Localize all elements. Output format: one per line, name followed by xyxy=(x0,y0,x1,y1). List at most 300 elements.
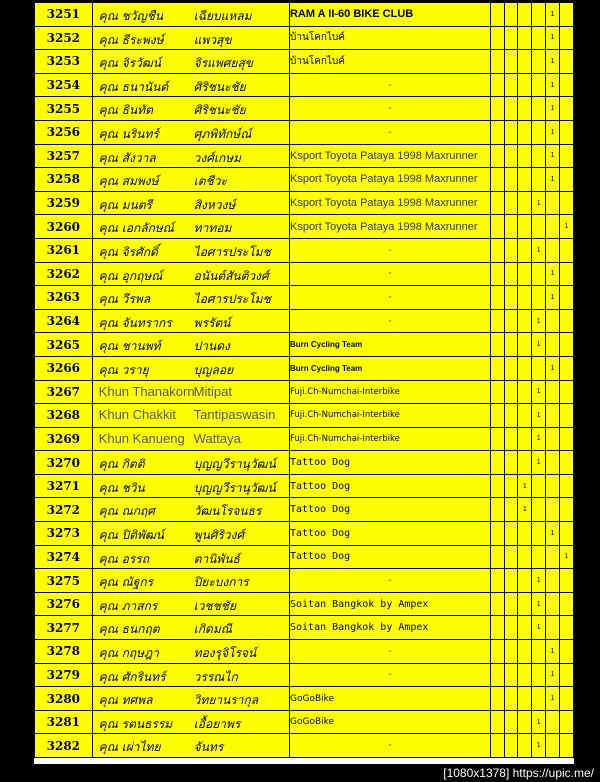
rider-surname: วัฒนโรจนธร xyxy=(193,504,262,519)
category-cell xyxy=(490,710,504,734)
rider-surname: Wattaya xyxy=(193,430,241,446)
rider-first-name: คุณ ชวัญชืน xyxy=(98,9,164,23)
rider-number: 3254 xyxy=(35,73,93,97)
category-cell xyxy=(532,97,546,121)
category-cell xyxy=(518,427,532,451)
registration-table-body xyxy=(35,3,574,758)
category-cell xyxy=(546,592,560,616)
category-cell xyxy=(504,498,518,522)
category-cell xyxy=(490,120,504,144)
team-name: GoGoBike xyxy=(289,687,490,711)
category-cell xyxy=(490,380,504,404)
category-cell: 1 xyxy=(532,592,546,616)
category-cell xyxy=(532,168,546,192)
table-row xyxy=(35,734,574,758)
category-cell xyxy=(560,404,574,428)
team-name: Ksport Toyota Pataya 1998 Maxrunner xyxy=(289,191,490,215)
category-cell xyxy=(532,26,546,50)
table-row xyxy=(35,687,574,711)
category-cell xyxy=(532,356,546,380)
category-cell xyxy=(532,120,546,144)
rider-number: 3264 xyxy=(35,309,93,333)
category-cell xyxy=(504,522,518,546)
category-cell xyxy=(518,120,532,144)
rider-name-cell xyxy=(92,640,289,664)
category-cell: 1 xyxy=(546,356,560,380)
category-cell xyxy=(504,97,518,121)
rider-first-name: คุณ วีรพล xyxy=(98,292,151,307)
category-cell xyxy=(490,569,504,593)
table-row xyxy=(35,451,574,475)
category-cell xyxy=(490,522,504,546)
category-cell xyxy=(560,427,574,451)
rider-number: 3257 xyxy=(35,144,93,168)
team-name: - xyxy=(289,640,490,664)
table-row xyxy=(35,710,574,734)
category-cell xyxy=(504,569,518,593)
team-name: Ksport Toyota Pataya 1998 Maxrunner xyxy=(289,215,490,239)
category-cell xyxy=(546,333,560,357)
rider-first-name: คุณ ชานพท์ xyxy=(98,339,161,354)
rider-first-name: คุณ กิตติ xyxy=(98,457,145,472)
rider-number: 3261 xyxy=(35,238,93,262)
category-cell xyxy=(490,26,504,50)
rider-first-name: คุณ ธนกฤต xyxy=(98,622,160,637)
category-cell xyxy=(518,569,532,593)
category-cell xyxy=(518,144,532,168)
rider-number: 3270 xyxy=(35,451,93,475)
category-cell xyxy=(560,522,574,546)
table-row xyxy=(35,545,574,569)
category-cell xyxy=(546,545,560,569)
table-row xyxy=(35,309,574,333)
rider-surname: เตชีวะ xyxy=(193,174,227,189)
category-cell xyxy=(504,215,518,239)
category-cell xyxy=(490,427,504,451)
rider-number: 3269 xyxy=(35,427,93,451)
table-row xyxy=(35,333,574,357)
team-name: Burn Cycling Team xyxy=(289,356,490,380)
team-name: Ksport Toyota Pataya 1998 Maxrunner xyxy=(289,144,490,168)
rider-surname: ทาทอม xyxy=(193,221,232,236)
team-name: Tattoo Dog xyxy=(289,522,490,546)
category-cell xyxy=(560,120,574,144)
category-cell xyxy=(504,734,518,758)
rider-surname: วงศ์เกษม xyxy=(193,150,242,165)
category-cell xyxy=(504,191,518,215)
category-cell xyxy=(518,522,532,546)
category-cell xyxy=(504,616,518,640)
category-cell xyxy=(560,663,574,687)
rider-surname: จันทร xyxy=(193,740,224,755)
table-row xyxy=(35,286,574,310)
category-cell xyxy=(490,404,504,428)
rider-first-name: คุณ วรายุ xyxy=(98,362,149,377)
team-name: Soitan Bangkok by Ampex xyxy=(289,616,490,640)
category-cell xyxy=(546,498,560,522)
category-cell xyxy=(518,97,532,121)
category-cell xyxy=(504,404,518,428)
team-name: - xyxy=(289,262,490,286)
category-cell xyxy=(560,144,574,168)
category-cell: 1 xyxy=(532,616,546,640)
category-cell xyxy=(518,309,532,333)
team-name: Soitan Bangkok by Ampex xyxy=(289,592,490,616)
category-cell xyxy=(518,262,532,286)
rider-name-cell xyxy=(92,262,289,286)
category-cell xyxy=(532,144,546,168)
rider-number: 3251 xyxy=(35,3,93,27)
category-cell: 1 xyxy=(532,380,546,404)
category-cell xyxy=(560,474,574,498)
category-cell: 1 xyxy=(546,640,560,664)
rider-first-name: คุณ จิรศักดิ์ xyxy=(98,244,158,259)
category-cell xyxy=(532,498,546,522)
rider-number: 3263 xyxy=(35,286,93,310)
category-cell xyxy=(560,286,574,310)
category-cell xyxy=(490,451,504,475)
rider-first-name: คุณ ชวิน xyxy=(98,480,145,495)
category-cell xyxy=(490,498,504,522)
category-cell xyxy=(532,286,546,310)
rider-name-cell xyxy=(92,616,289,640)
rider-first-name: คุณ ธนานันต์ xyxy=(98,79,169,94)
team-name: Burn Cycling Team xyxy=(289,333,490,357)
category-cell xyxy=(546,380,560,404)
rider-name-cell xyxy=(92,687,289,711)
rider-number: 3275 xyxy=(35,569,93,593)
category-cell: 1 xyxy=(518,498,532,522)
rider-name-cell xyxy=(92,404,289,428)
category-cell xyxy=(504,427,518,451)
rider-name-cell xyxy=(92,380,289,404)
table-row xyxy=(35,592,574,616)
category-cell: 1 xyxy=(546,26,560,50)
rider-surname: เกิดมณี xyxy=(193,622,232,637)
rider-number: 3280 xyxy=(35,687,93,711)
category-cell xyxy=(490,215,504,239)
category-cell xyxy=(560,687,574,711)
category-cell xyxy=(504,663,518,687)
table-row xyxy=(35,404,574,428)
rider-surname: เอื้อยาพร xyxy=(193,716,241,731)
category-cell: 1 xyxy=(546,262,560,286)
category-cell xyxy=(518,687,532,711)
rider-first-name: คุณ อรรถ xyxy=(98,551,150,566)
category-cell xyxy=(490,309,504,333)
rider-first-name: คุณ อุกฤษณ์ xyxy=(98,268,163,283)
category-cell xyxy=(504,238,518,262)
rider-number: 3256 xyxy=(35,120,93,144)
rider-number: 3274 xyxy=(35,545,93,569)
rider-surname: บุญญวีรานุวัฒน์ xyxy=(193,480,276,495)
category-cell xyxy=(532,640,546,664)
category-cell xyxy=(504,50,518,74)
category-cell xyxy=(532,3,546,27)
category-cell xyxy=(490,616,504,640)
rider-first-name: Khun Chakkit xyxy=(98,407,176,423)
category-cell: 1 xyxy=(532,710,546,734)
category-cell: 1 xyxy=(532,427,546,451)
rider-first-name: คุณ ณัฐกร xyxy=(98,575,154,590)
rider-name-cell xyxy=(92,427,289,451)
team-name: - xyxy=(289,120,490,144)
table-row xyxy=(35,191,574,215)
team-name: Fuji.Ch-Numchai-Interbike xyxy=(289,380,490,404)
rider-surname: Mitipat xyxy=(193,383,232,399)
rider-name-cell xyxy=(92,498,289,522)
category-cell xyxy=(504,687,518,711)
rider-name-cell xyxy=(92,191,289,215)
rider-name-cell xyxy=(92,522,289,546)
rider-first-name: คุณ ปิติพัฒน์ xyxy=(98,528,165,543)
rider-first-name: คุณ ธีระพงษ์ xyxy=(98,32,164,47)
rider-name-cell xyxy=(92,97,289,121)
category-cell xyxy=(504,262,518,286)
table-row xyxy=(35,3,574,27)
table-row xyxy=(35,215,574,239)
rider-name-cell xyxy=(92,710,289,734)
category-cell xyxy=(504,3,518,27)
category-cell: 1 xyxy=(560,545,574,569)
rider-number: 3260 xyxy=(35,215,93,239)
category-cell: 1 xyxy=(546,168,560,192)
table-row xyxy=(35,569,574,593)
category-cell xyxy=(560,616,574,640)
rider-surname: วิทยานรากุล xyxy=(193,693,259,708)
category-cell xyxy=(490,73,504,97)
category-cell: 1 xyxy=(532,309,546,333)
category-cell xyxy=(518,333,532,357)
category-cell xyxy=(490,168,504,192)
rider-name-cell xyxy=(92,168,289,192)
category-cell xyxy=(518,73,532,97)
team-name: Fuji.Ch-Numchai-Interbike xyxy=(289,427,490,451)
category-cell xyxy=(532,663,546,687)
table-row xyxy=(35,356,574,380)
category-cell xyxy=(532,522,546,546)
category-cell xyxy=(490,356,504,380)
table-row xyxy=(35,663,574,687)
table-row xyxy=(35,262,574,286)
category-cell xyxy=(532,262,546,286)
rider-first-name: คุณ กฤษฎา xyxy=(98,646,159,661)
rider-name-cell xyxy=(92,309,289,333)
table-row xyxy=(35,616,574,640)
category-cell xyxy=(490,191,504,215)
category-cell xyxy=(504,168,518,192)
rider-number: 3273 xyxy=(35,522,93,546)
table-row xyxy=(35,120,574,144)
rider-name-cell xyxy=(92,592,289,616)
registration-table xyxy=(34,2,574,758)
team-name: บ้านโคกไบค์ xyxy=(289,50,490,74)
table-row xyxy=(35,168,574,192)
rider-first-name: คุณ ภาสกร xyxy=(98,598,158,613)
category-cell xyxy=(546,404,560,428)
category-cell xyxy=(532,50,546,74)
category-cell xyxy=(504,451,518,475)
category-cell xyxy=(504,26,518,50)
rider-surname: ตานิพันธ์ xyxy=(193,551,240,566)
category-cell xyxy=(532,73,546,97)
category-cell xyxy=(504,144,518,168)
category-cell xyxy=(560,73,574,97)
category-cell xyxy=(490,640,504,664)
rider-first-name: คุณ สังวาล xyxy=(98,150,156,165)
category-cell: 1 xyxy=(546,3,560,27)
rider-number: 3252 xyxy=(35,26,93,50)
team-name: - xyxy=(289,97,490,121)
category-cell: 1 xyxy=(518,474,532,498)
category-cell xyxy=(518,191,532,215)
rider-name-cell xyxy=(92,356,289,380)
category-cell xyxy=(504,120,518,144)
rider-surname: ปิยะบงการ xyxy=(193,575,249,590)
category-cell xyxy=(560,380,574,404)
category-cell: 1 xyxy=(546,73,560,97)
rider-name-cell xyxy=(92,333,289,357)
table-row xyxy=(35,144,574,168)
category-cell xyxy=(518,404,532,428)
rider-surname: แพวสุข xyxy=(193,32,232,47)
category-cell xyxy=(532,215,546,239)
category-cell: 1 xyxy=(532,191,546,215)
category-cell xyxy=(518,215,532,239)
category-cell xyxy=(518,356,532,380)
category-cell xyxy=(518,710,532,734)
rider-number: 3279 xyxy=(35,663,93,687)
category-cell xyxy=(504,333,518,357)
category-cell xyxy=(518,640,532,664)
category-cell xyxy=(560,356,574,380)
rider-name-cell xyxy=(92,451,289,475)
category-cell xyxy=(490,663,504,687)
rider-number: 3272 xyxy=(35,498,93,522)
category-cell: 1 xyxy=(546,97,560,121)
team-name: Fuji.Ch-Numchai-Interbike xyxy=(289,404,490,428)
category-cell xyxy=(546,191,560,215)
category-cell xyxy=(560,734,574,758)
rider-name-cell xyxy=(92,73,289,97)
rider-name-cell xyxy=(92,144,289,168)
rider-name-cell xyxy=(92,50,289,74)
rider-first-name: คุณ เผ่าไทย xyxy=(98,740,161,755)
rider-name-cell xyxy=(92,569,289,593)
category-cell xyxy=(518,168,532,192)
category-cell xyxy=(518,663,532,687)
rider-surname: ศิริชนะชัย xyxy=(193,79,246,94)
category-cell: 1 xyxy=(546,522,560,546)
rider-surname: ศุภพิทักษ์ณ์ xyxy=(193,126,252,141)
rider-first-name: Khun Thanakorn xyxy=(98,383,195,399)
category-cell xyxy=(560,168,574,192)
table-row xyxy=(35,640,574,664)
team-name: Tattoo Dog xyxy=(289,451,490,475)
rider-surname: สิงหวงษ์ xyxy=(193,197,236,212)
rider-first-name: คุณ เอกลักษณ์ xyxy=(98,221,174,236)
category-cell xyxy=(560,309,574,333)
rider-name-cell xyxy=(92,734,289,758)
category-cell xyxy=(560,640,574,664)
rider-surname: บุญลอย xyxy=(193,362,234,377)
team-name: - xyxy=(289,73,490,97)
team-name: - xyxy=(289,663,490,687)
rider-first-name: คุณ จิรวัฒน์ xyxy=(98,56,161,71)
category-cell xyxy=(518,286,532,310)
category-cell xyxy=(518,545,532,569)
rider-name-cell xyxy=(92,215,289,239)
table-row xyxy=(35,380,574,404)
rider-number: 3271 xyxy=(35,474,93,498)
rider-number: 3259 xyxy=(35,191,93,215)
category-cell xyxy=(490,97,504,121)
category-cell xyxy=(560,333,574,357)
rider-name-cell xyxy=(92,238,289,262)
category-cell xyxy=(546,451,560,475)
category-cell xyxy=(560,26,574,50)
rider-surname: เฉียบแหลม xyxy=(193,9,252,23)
rider-first-name: คุณ จันทรากร xyxy=(98,315,172,330)
category-cell xyxy=(560,451,574,475)
category-cell xyxy=(560,710,574,734)
category-cell: 1 xyxy=(546,286,560,310)
category-cell xyxy=(490,734,504,758)
rider-name-cell xyxy=(92,120,289,144)
category-cell xyxy=(490,545,504,569)
category-cell xyxy=(518,380,532,404)
category-cell xyxy=(560,569,574,593)
category-cell xyxy=(504,309,518,333)
category-cell xyxy=(490,144,504,168)
team-name: Tattoo Dog xyxy=(289,498,490,522)
rider-number: 3265 xyxy=(35,333,93,357)
rider-surname: ปานดง xyxy=(193,339,230,354)
category-cell xyxy=(560,498,574,522)
rider-surname: ไอศารประโมช xyxy=(193,244,271,259)
category-cell xyxy=(490,238,504,262)
category-cell xyxy=(490,333,504,357)
category-cell xyxy=(518,592,532,616)
team-name: RAM A II-60 BIKE CLUB xyxy=(289,3,490,27)
team-name: - xyxy=(289,734,490,758)
rider-number: 3276 xyxy=(35,592,93,616)
category-cell xyxy=(546,309,560,333)
category-cell: 1 xyxy=(532,569,546,593)
category-cell xyxy=(504,474,518,498)
category-cell xyxy=(546,474,560,498)
rider-number: 3255 xyxy=(35,97,93,121)
rider-number: 3282 xyxy=(35,734,93,758)
rider-surname: พรรัตน์ xyxy=(193,315,231,330)
team-name: - xyxy=(289,238,490,262)
table-row xyxy=(35,26,574,50)
table-row xyxy=(35,97,574,121)
rider-surname: พูนศิริวงศ์ xyxy=(193,528,245,543)
category-cell xyxy=(532,545,546,569)
category-cell xyxy=(490,592,504,616)
category-cell xyxy=(504,380,518,404)
rider-surname: ไอศารประโมช xyxy=(193,292,271,307)
team-name: - xyxy=(289,569,490,593)
rider-first-name: คุณ ทศพล xyxy=(98,693,153,708)
category-cell xyxy=(546,427,560,451)
category-cell xyxy=(518,26,532,50)
rider-surname: Tantipaswasin xyxy=(193,407,276,423)
category-cell xyxy=(532,687,546,711)
rider-number: 3277 xyxy=(35,616,93,640)
rider-first-name: คุณ ณกฤศ xyxy=(98,504,155,519)
